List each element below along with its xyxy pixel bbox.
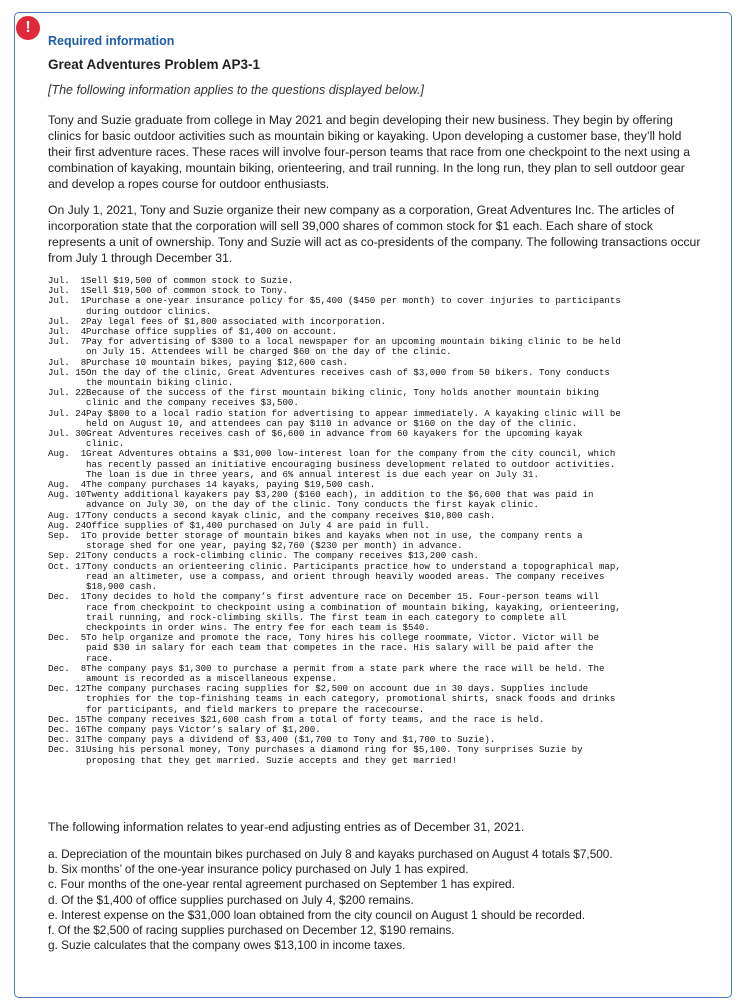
transaction-row [48,592,718,633]
transaction-text: Tony conducts a rock-climbing clinic. The company receives $13,200 cash. [86,550,479,562]
transaction-text: Because of the success of the first mountain biking clinic, Tony holds another mountain biking clinic and the company receives $3,500. [86,387,599,409]
transaction-text: Sell $19,500 of common stock to Tony. [86,285,288,297]
transaction-row [48,449,718,480]
transaction-date: Jul. 7 [48,336,87,348]
transaction-text: Using his personal money, Tony purchases a diamond ring for $5,100. Tony surprises Suzie by proposing that they get married. Suzie accepts and they get married! [86,744,583,766]
transaction-text: The company purchases 14 kayaks, paying $19,500 cash. [86,479,376,491]
transaction-text: Purchase a one-year insurance policy for $5,400 ($450 per month) to cover injuries to participants during outdoor clinics. [86,295,621,317]
transaction-row [48,562,718,593]
adjusting-intro: The following information relates to year-end adjusting entries as of December 31, 2021. [48,820,525,834]
transaction-date: Dec. 8 [48,662,87,674]
transaction-row [48,337,718,357]
transaction-row [48,409,718,429]
transaction-date: Oct. 17 [48,560,87,572]
transaction-date: Jul. 8 [48,356,87,368]
required-information-label: Required information [48,34,175,48]
transaction-date: Dec. 12 [48,683,87,695]
transaction-row [48,531,718,551]
transaction-text: Office supplies of $1,400 purchased on July 4 are paid in full. [86,519,430,531]
transaction-text: The company pays Victor’s salary of $1,200. [86,723,321,735]
transaction-date: Aug. 1 [48,448,87,460]
transactions-list [48,276,718,766]
transaction-date: Sep. 21 [48,550,87,562]
transaction-row [48,388,718,408]
problem-title: Great Adventures Problem AP3-1 [48,57,261,72]
transaction-date: Aug. 24 [48,519,87,531]
transaction-text: Twenty additional kayakers pay $3,200 ($160 each), in addition to the $6,600 that was paid in advance on July 30, on the day of the clinic. Tony conducts the first kayak clinic. [86,489,594,511]
transaction-row [48,664,718,684]
transaction-date: Jul. 1 [48,295,87,307]
transaction-row [48,633,718,664]
transaction-text: Tony conducts a second kayak clinic, and the company receives $10,800 cash. [86,509,496,521]
transaction-text: Sell $19,500 of common stock to Suzie. [86,275,294,286]
transaction-date: Jul. 30 [48,428,87,440]
intro-paragraph-2: On July 1, 2021, Tony and Suzie organize their new company as a corporation, Great Adventures Inc. The articles of incorporation state that the corporation will sell 39,000 shares of common stock for $1 each. Each share of stock represents a unit of ownership. Tony and Suzie will act as co-presidents of the company. The following transactions occur from July 1 through December 31. [48,203,701,265]
transaction-row [48,684,718,715]
transaction-date: Dec. 31 [48,744,87,756]
transaction-date: Dec. 1 [48,591,87,603]
transaction-row [48,490,718,510]
transaction-text: Tony decides to hold the company’s first adventure race on December 15. Four-person teams will race from checkpoint to checkpoint using a combination of mountain biking, kayaking, orienteering, trail running, and rock-climbing skills. The first team in each category to complete all checkpoints in order wins. The entry fee for each team is $540. [86,591,621,633]
transaction-date: Aug. 17 [48,509,87,521]
transaction-date: Dec. 31 [48,734,87,746]
transaction-date: Aug. 4 [48,479,87,491]
transaction-row [48,296,718,316]
adjusting-item: f. Of the $2,500 of racing supplies purchased on December 12, $190 remains. [48,923,455,938]
transaction-text: The company receives $21,600 cash from a total of forty teams, and the race is held. [86,713,545,725]
transaction-date: Jul. 22 [48,387,87,399]
transaction-text: Purchase 10 mountain bikes, paying $12,600 cash. [86,356,348,368]
transaction-row [48,429,718,449]
transaction-date: Sep. 1 [48,530,87,542]
transaction-date: Dec. 15 [48,713,87,725]
transaction-text: Purchase office supplies of $1,400 on account. [86,326,338,338]
adjusting-item: a. Depreciation of the mountain bikes purchased on July 8 and kayaks purchased on August 4 totals $7,500. [48,847,613,861]
applies-note: [The following information applies to the questions displayed below.] [48,83,424,97]
transaction-date: Jul. 2 [48,315,87,327]
transaction-date: Jul. 15 [48,366,87,378]
adjusting-item: g. Suzie calculates that the company owes $13,100 in income taxes. [48,938,406,953]
adjusting-item: e. Interest expense on the $31,000 loan obtained from the city council on August 1 should be recorded. [48,907,586,922]
transaction-date: Jul. 1 [48,275,87,286]
transaction-text: To provide better storage of mountain bikes and kayaks when not in use, the company rents a storage shed for one year, paying $2,760 ($230 per month) in advance. [86,530,583,552]
transaction-date: Aug. 10 [48,489,87,501]
transaction-text: The company purchases racing supplies for $2,500 on account due in 30 days. Supplies include trophies for the top-finishing teams in each category, promotional shirts, snack foods and drinks for participants, and field markers to prepare the racecourse. [86,683,616,715]
transaction-date: Jul. 4 [48,326,87,338]
transaction-text: Great Adventures obtains a $31,000 low-interest loan for the company from the city council, which has recently passed an initiative encouraging business development related to outdoor activities. The loan is due in three years, and 6% annual interest is due each year on July 31. [86,448,616,480]
transaction-date: Jul. 1 [48,285,87,297]
transaction-text: The company pays $1,300 to purchase a permit from a state park where the race will be held. The amount is recorded as a miscellaneous expense. [86,662,605,684]
transaction-text: Pay legal fees of $1,800 associated with incorporation. [86,315,387,327]
adjusting-entries-list [48,847,613,953]
transaction-date: Dec. 16 [48,723,87,735]
adjusting-item: c. Four months of the one-year rental agreement purchased on September 1 has expired. [48,877,515,892]
transaction-text: Pay $800 to a local radio station for advertising to appear immediately. A kayaking clinic will be held on August 10, and attendees can pay $110 in advance or $160 on the day of the clinic. [86,407,621,429]
alert-icon: ! [16,16,40,40]
transaction-text: Tony conducts an orienteering clinic. Participants practice how to understand a topographical map, read an altimeter, use a compass, and orient through heavily wooded areas. The company receives $18,900 cash. [86,560,621,593]
transaction-text: Pay for advertising of $300 to a local newspaper for an upcoming mountain biking clinic to be held on July 15. Attendees will be charged $60 on the day of the clinic. [86,336,621,358]
transaction-text: Great Adventures receives cash of $6,600 in advance from 60 kayakers for the upcoming kayak clinic. [86,428,583,450]
transaction-date: Jul. 24 [48,407,87,419]
transaction-row [48,368,718,388]
transaction-date: Dec. 5 [48,632,87,644]
transaction-text: On the day of the clinic, Great Adventures receives cash of $3,000 from 50 bikers. Tony conducts the mountain biking clinic. [86,366,610,389]
transaction-row [48,745,718,765]
adjusting-item: d. Of the $1,400 of office supplies purchased on July 4, $200 remains. [48,892,414,907]
transaction-text: The company pays a dividend of $3,400 ($1,700 to Tony and $1,700 to Suzie). [86,734,496,746]
intro-paragraph-1: Tony and Suzie graduate from college in May 2021 and begin developing their new business. They begin by offering clinics for basic outdoor activities such as mountain biking or kayaking. Upon developing a customer base, they’ll hold their first adventure races. These races will involve four-person teams that race from one checkpoint to the next using a combination of kayaking, mountain biking, orienteering, and trail running. In the long run, they plan to sell outdoor gear and develop a ropes course for outdoor enthusiasts. [48,113,690,191]
transaction-text: To help organize and promote the race, Tony hires his college roommate, Victor. Victor will be paid $30 in salary for each team that competes in the race. His salary will be paid after the race. [86,632,599,664]
adjusting-item: b. Six months’ of the one-year insurance policy purchased on July 1 has expired. [48,862,469,877]
